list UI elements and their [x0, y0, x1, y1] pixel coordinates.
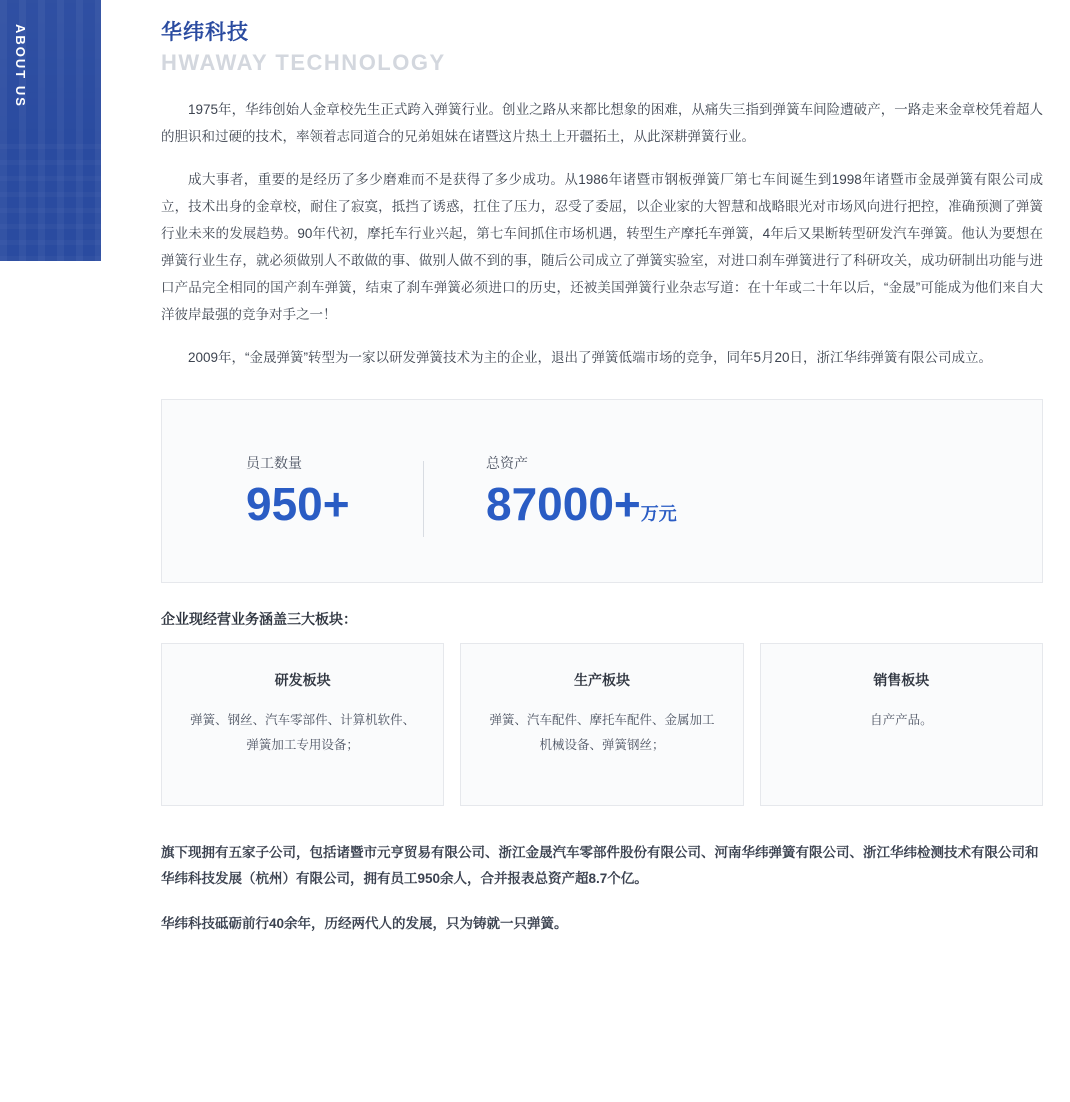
segment-card-sales: [760, 643, 1043, 806]
stat-value: [246, 479, 380, 530]
intro-paragraph: 1975年，华纬创始人金章校先生正式跨入弹簧行业。创业之路从来都比想象的困难，从痛失三指到弹簧车间险遭破产，一路走来金章校凭着超人的胆识和过硬的技术，率领着志同道合的兄弟姐妹在诸暨这片热土上开疆拓土，从此深耕弹簧行业。: [161, 102, 1043, 144]
segment-description: 弹簧、钢丝、汽车零部件、计算机软件、弹簧加工专用设备；: [190, 713, 416, 752]
closing-statements: [161, 840, 1043, 937]
intro-paragraph: 2009年，“金晟弹簧”转型为一家以研发弹簧技术为主的企业，退出了弹簧低端市场的竞争，同年5月20日，浙江华纬弹簧有限公司成立。: [188, 350, 993, 365]
stat-number: 87000+: [486, 477, 641, 530]
segment-description: 自产产品。: [870, 713, 933, 727]
stat-total-assets: [424, 453, 721, 530]
segment-title: 销售板块: [873, 672, 930, 688]
stat-label: 员工数量: [246, 454, 302, 471]
side-banner-label: ABOUT US: [12, 24, 28, 108]
stat-number: 950+: [246, 477, 350, 530]
stat-value: [486, 479, 677, 530]
intro-paragraphs: [161, 96, 1043, 371]
page-title-cn: 华纬科技: [161, 21, 249, 44]
segment-title: 研发板块: [274, 672, 331, 688]
intro-paragraph: 成大事者，重要的是经历了多少磨难而不是获得了多少成功。从1986年诸暨市钢板弹簧厂第七车间诞生到1998年诸暨市金晟弹簧有限公司成立，技术出身的金章校，耐住了寂寞，抵挡了诱惑，扛住了压力，忍受了委屈，以企业家的大智慧和战略眼光对市场风向进行把控，准确预测了弹簧行业未来的发展趋势。90年代初，摩托车行业兴起，第七车间抓住市场机遇，转型生产摩托车弹簧，4年后又果断转型研发汽车弹簧。他认为要想在弹簧行业生存，就必须做别人不敢做的事、做别人做不到的事，随后公司成立了弹簧实验室，对进口刹车弹簧进行了科研攻关，成功研制出功能与进口产品完全相同的国产刹车弹簧，结束了刹车弹簧必须进口的历史，还被美国弹簧行业杂志写道：在十年或二十年以后，“金晟”可能成为他们来自大洋彼岸最强的竞争对手之一！: [161, 172, 1043, 322]
stat-label: 总资产: [486, 454, 528, 471]
company-stats-card: [161, 399, 1043, 583]
segment-title: 生产板块: [573, 672, 630, 688]
business-segments: [161, 643, 1043, 806]
page-title-en: HWAWAY TECHNOLOGY: [161, 50, 446, 75]
segment-card-rd: [161, 643, 444, 806]
segment-description: 弹簧、汽车配件、摩托车配件、金属加工机械设备、弹簧钢丝；: [489, 713, 715, 752]
about-page-content: [161, 0, 1043, 955]
stat-unit: 万元: [640, 503, 677, 524]
closing-paragraph: 旗下现拥有五家子公司，包括诸暨市元亨贸易有限公司、浙江金晟汽车零部件股份有限公司、河南华纬弹簧有限公司、浙江华纬检测技术有限公司和华纬科技发展（杭州）有限公司，拥有员工950余人，合并报表总资产超8.7个亿。: [161, 845, 1039, 887]
closing-paragraph: 华纬科技砥砺前行40余年，历经两代人的发展，只为铸就一只弹簧。: [161, 915, 568, 931]
segment-card-production: [460, 643, 743, 806]
about-us-side-banner: [0, 0, 101, 261]
stat-employee-count: [246, 453, 424, 530]
segments-heading: 企业现经营业务涵盖三大板块：: [161, 611, 357, 627]
